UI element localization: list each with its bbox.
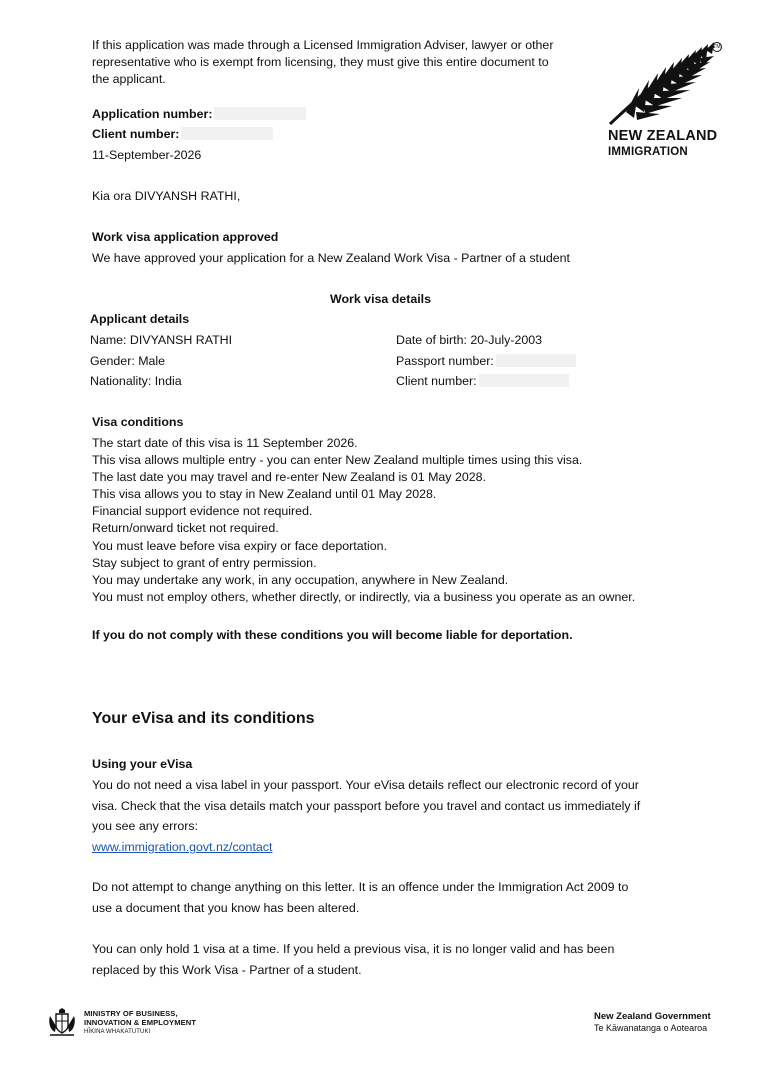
application-number-row	[92, 107, 306, 121]
deportation-warning: If you do not comply with these conditions you will become liable for deportation.	[92, 628, 573, 642]
passport-number-row	[396, 354, 576, 368]
applicant-gender: Gender: Male	[90, 354, 166, 368]
client-number-row	[92, 127, 273, 141]
coat-of-arms-icon	[46, 1008, 78, 1038]
condition-item: You must not employ others, whether directly, or indirectly, via a business you operate as an owner.	[92, 590, 636, 604]
greeting: Kia ora DIVYANSH RATHI,	[92, 189, 241, 203]
condition-item: The start date of this visa is 11 September 2026.	[92, 436, 358, 450]
applicant-details-heading: Applicant details	[90, 312, 190, 326]
applicant-dob: Date of birth: 20-July-2003	[396, 333, 543, 347]
conditions-heading: Visa conditions	[92, 415, 184, 429]
condition-item: You may undertake any work, in any occupation, anywhere in New Zealand.	[92, 573, 509, 587]
condition-item: The last date you may travel and re-enter New Zealand is 01 May 2028.	[92, 470, 486, 484]
intro-line-3: the applicant.	[92, 72, 166, 86]
evisa-heading: Your eVisa and its conditions	[92, 710, 315, 727]
mbie-footer-logo	[46, 1008, 226, 1038]
detail-client-number-redacted	[479, 374, 569, 387]
evisa-p2-line-2: use a document that you know has been altered.	[92, 901, 360, 915]
detail-client-number-label: Client number:	[396, 374, 477, 388]
condition-item: This visa allows you to stay in New Zealand until 01 May 2028.	[92, 487, 437, 501]
nz-government-line-1: New Zealand Government	[594, 1011, 711, 1022]
logo-line-immigration: IMMIGRATION	[608, 146, 688, 158]
contact-link[interactable]: www.immigration.govt.nz/contact	[92, 840, 273, 854]
passport-number-label: Passport number:	[396, 354, 494, 368]
mbie-line-3: HĪKINA WHAKATUTUKI	[84, 1029, 151, 1035]
mbie-line-1: MINISTRY OF BUSINESS,	[84, 1009, 178, 1018]
condition-item: Stay subject to grant of entry permission.	[92, 556, 317, 570]
evisa-p3-line-1: You can only hold 1 visa at a time. If you held a previous visa, it is no longer valid and has been	[92, 942, 615, 956]
nz-government-footer	[594, 1011, 734, 1033]
silver-fern-icon	[606, 40, 718, 126]
evisa-p1-line-2: visa. Check that the visa details match your passport before you travel and contact us immediately if	[92, 799, 641, 813]
details-title: Work visa details	[329, 292, 431, 306]
condition-item: Return/onward ticket not required.	[92, 521, 279, 535]
nz-immigration-logo	[604, 40, 724, 165]
evisa-p2-line-1: Do not attempt to change anything on this letter. It is an offence under the Immigration Act 2009 to	[92, 880, 629, 894]
logo-line-new-zealand: NEW ZEALAND	[608, 128, 718, 144]
trademark-mark: TM	[713, 44, 721, 50]
approval-heading: Work visa application approved	[92, 230, 279, 244]
approval-text: We have approved your application for a New Zealand Work Visa - Partner of a student	[92, 251, 570, 265]
letter-date: 11-September-2026	[92, 148, 202, 162]
mbie-line-2: INNOVATION & EMPLOYMENT	[84, 1018, 197, 1027]
intro-line-2: representative who is exempt from licensing, they must give this entire document to	[92, 55, 549, 69]
applicant-name: Name: DIVYANSH RATHI	[90, 333, 233, 347]
client-number-label: Client number:	[92, 127, 180, 141]
condition-item: You must leave before visa expiry or face deportation.	[92, 539, 388, 553]
application-number-redacted	[214, 107, 306, 120]
condition-item: Financial support evidence not required.	[92, 504, 313, 518]
evisa-p3-line-2: replaced by this Work Visa - Partner of a student.	[92, 963, 362, 977]
intro-line-1: If this application was made through a Licensed Immigration Adviser, lawyer or other	[92, 38, 554, 52]
nz-government-line-2: Te Kāwanatanga o Aotearoa	[594, 1023, 708, 1033]
passport-number-redacted	[496, 354, 576, 367]
client-number-redacted	[181, 127, 273, 140]
evisa-p1-line-3: you see any errors:	[92, 819, 199, 833]
evisa-p1-line-1: You do not need a visa label in your passport. Your eVisa details reflect our electronic record of your	[92, 778, 639, 792]
using-evisa-heading: Using your eVisa	[92, 757, 193, 771]
application-number-label: Application number:	[92, 107, 213, 121]
detail-client-number-row	[396, 374, 569, 388]
condition-item: This visa allows multiple entry - you can enter New Zealand multiple times using this visa.	[92, 453, 583, 467]
applicant-nationality: Nationality: India	[90, 374, 182, 388]
